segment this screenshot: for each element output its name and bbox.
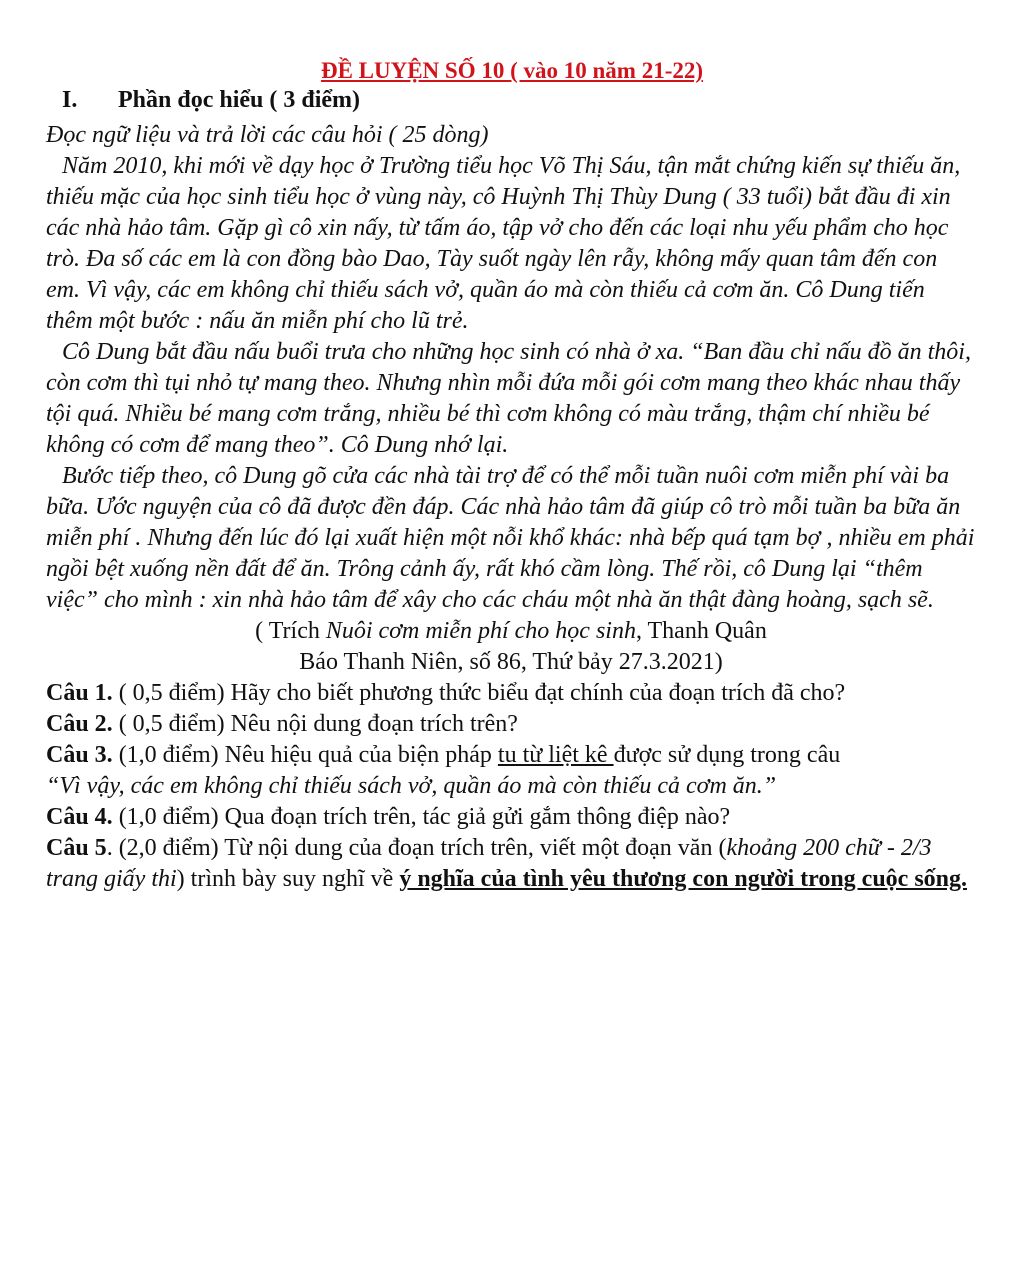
source-work-title: Nuôi cơm miễn phí cho học sinh: [325, 618, 636, 644]
source-prefix: ( Trích: [255, 618, 326, 644]
question-5-text: . (2,0 điểm) Từ nội dung của đoạn trích trên, viết một đoạn văn (: [106, 835, 727, 861]
question-3-underlined-term: tu từ liệt kê: [497, 742, 614, 768]
question-4: [46, 802, 976, 833]
question-2: [46, 709, 976, 740]
question-3-text: (1,0 điểm) Nêu hiệu quả của biện pháp: [112, 742, 498, 768]
instruction: Đọc ngữ liệu và trả lời các câu hỏi ( 25 dòng): [46, 122, 489, 148]
section-label: Phần đọc hiểu ( 3 điểm): [118, 87, 361, 113]
question-5-topic: ý nghĩa của tình yêu thương con người trong cuộc sống.: [399, 866, 968, 892]
question-3-quote: “Vì vậy, các em không chỉ thiếu sách vở, quần áo mà còn thiếu cả cơm ăn.”: [46, 773, 777, 799]
source-citation-line-1: [46, 616, 976, 647]
passage-paragraph-2: Cô Dung bắt đầu nấu buổi trưa cho những học sinh có nhà ở xa. “Ban đầu chỉ nấu đồ ăn thôi, còn cơm thì tụi nhỏ tự mang theo. Nhưng nhìn mỗi đứa mỗi gói cơm mang theo khác nhau thấy tội quá. Nhiều bé mang cơm trắng, nhiều bé thì cơm không có màu trắng, thậm chí nhiều bé không có cơm để mang theo”. Cô Dung nhớ lại.: [46, 339, 971, 458]
question-5-label: Câu 5: [46, 835, 107, 861]
question-2-text: ( 0,5 điểm) Nêu nội dung đoạn trích trên?: [112, 711, 518, 737]
question-5-text-mid: ) trình bày suy nghĩ về: [176, 866, 400, 892]
question-3-text-end: được sử dụng trong câu: [613, 742, 841, 768]
exam-title: ĐỀ LUYỆN SỐ 10 ( vào 10 năm 21-22): [320, 58, 704, 83]
source-citation-line-2: Báo Thanh Niên, số 86, Thứ bảy 27.3.2021): [299, 649, 723, 675]
source-author: , Thanh Quân: [635, 618, 767, 644]
section-number: I.: [62, 87, 78, 113]
passage-paragraph-3: Bước tiếp theo, cô Dung gõ cửa các nhà tài trợ để có thể mỗi tuần nuôi cơm miễn phí vài ba bữa. Ước nguyện của cô đã được đền đáp. Các nhà hảo tâm đã giúp cô trò mỗi tuần ba bữa ăn miễn phí . Nhưng đến lúc đó lại xuất hiện một nỗi khổ khác: nhà bếp quá tạm bợ , nhiều em phải ngồi bệt xuống nền đất để ăn. Trông cảnh ấy, rất khó cầm lòng. Thế rồi, cô Dung lại “thêm việc” cho mình : xin nhà hảo tâm để xây cho các cháu một nhà ăn thật đàng hoàng, sạch sẽ.: [46, 463, 975, 613]
section-heading: [62, 87, 360, 114]
question-1: [46, 678, 976, 709]
question-5: [46, 833, 976, 895]
question-1-label: Câu 1.: [46, 680, 113, 706]
question-2-label: Câu 2.: [46, 711, 113, 737]
question-5-length-note: khoảng 200 chữ - 2/3 trang giấy thi: [46, 835, 932, 892]
question-3-label: Câu 3.: [46, 742, 113, 768]
question-4-text: (1,0 điểm) Qua đoạn trích trên, tác giả gửi gắm thông điệp nào?: [112, 804, 731, 830]
question-1-text: ( 0,5 điểm) Hãy cho biết phương thức biểu đạt chính của đoạn trích đã cho?: [112, 680, 846, 706]
question-4-label: Câu 4.: [46, 804, 113, 830]
exam-body: [46, 120, 976, 895]
passage-paragraph-1: Năm 2010, khi mới về dạy học ở Trường tiểu học Võ Thị Sáu, tận mắt chứng kiến sự thiếu ăn, thiếu mặc của học sinh tiểu học ở vùng này, cô Huỳnh Thị Thùy Dung ( 33 tuổi) bắt đầu đi xin các nhà hảo tâm. Gặp gì cô xin nấy, từ tấm áo, tập vở cho đến các loại nhu yếu phẩm cho học trò. Đa số các em là con đồng bào Dao, Tày suốt ngày lên rẫy, không mấy quan tâm đến con em. Vì vậy, các em không chỉ thiếu sách vở, quần áo mà còn thiếu cả cơm ăn. Cô Dung tiến thêm một bước : nấu ăn miễn phí cho lũ trẻ.: [46, 153, 961, 334]
question-3: [46, 740, 976, 771]
